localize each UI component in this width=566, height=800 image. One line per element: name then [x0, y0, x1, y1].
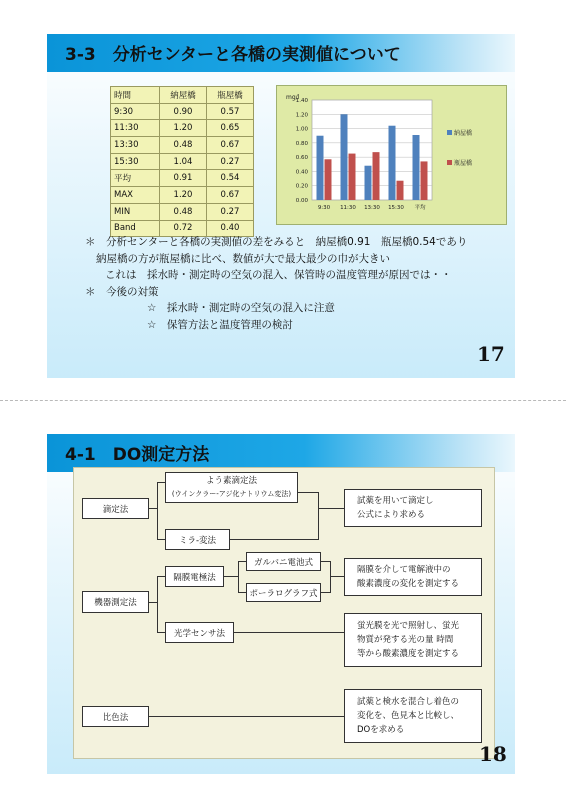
bar-nayabashi — [389, 126, 396, 200]
bar-heiyabashi — [421, 161, 428, 200]
y-tick-label: 0.60 — [295, 155, 308, 162]
color-desc-line-1: 試薬と検水を混合し着色の — [357, 697, 460, 707]
bar-heiyabashi — [373, 152, 380, 200]
colorimetric-desc-box — [344, 689, 482, 743]
bullet-list — [85, 234, 467, 333]
connector — [157, 539, 165, 540]
titration-desc-line-1: 試薬を用いて滴定し — [357, 496, 434, 506]
galvanic-box: ガルバニ電池式 — [246, 552, 321, 571]
page-separator — [0, 400, 566, 401]
slide-17 — [47, 34, 515, 378]
page-number: 18 — [479, 742, 507, 766]
do-method-diagram — [73, 467, 495, 759]
x-tick-label: 11:30 — [340, 205, 356, 211]
bullet-1-line-3: これは 採水時・測定時の空気の混入、保管時の温度管理が原因では・・ — [105, 269, 452, 281]
y-tick-label: 0.40 — [295, 169, 308, 176]
connector — [321, 561, 330, 562]
winkler-label: (ウインクラー-アジ化ナトリウム変法) — [171, 489, 292, 498]
connector — [321, 592, 330, 593]
table-cell: 1.20 — [160, 187, 207, 204]
measurement-table — [110, 86, 254, 237]
y-tick-label: 1.00 — [295, 126, 308, 133]
titration-desc-box — [344, 489, 482, 527]
optical-desc-line-3: 等から酸素濃度を測定する — [357, 649, 460, 659]
bar-nayabashi — [317, 136, 324, 200]
table-cell: 1.20 — [160, 120, 207, 137]
connector — [149, 508, 157, 509]
table-cell: 0.48 — [160, 137, 207, 154]
connector — [238, 592, 246, 593]
table-cell: 0.54 — [207, 170, 254, 187]
page-number: 17 — [477, 342, 505, 366]
table-header-row — [111, 87, 254, 104]
connector — [330, 561, 331, 593]
table-cell: 0.27 — [207, 153, 254, 170]
connector — [157, 576, 165, 577]
slide-title: 4-1 DO測定方法 — [65, 445, 210, 465]
connector — [318, 508, 344, 509]
y-tick-label: 0.00 — [295, 198, 308, 204]
table-cell: 0.90 — [160, 103, 207, 120]
table-row — [111, 103, 254, 120]
bullet-2-line-1: ＊ 今後の対策 — [85, 285, 159, 298]
unit-label: mg/l — [286, 94, 300, 101]
table-row — [111, 120, 254, 137]
table-cell: MAX — [111, 187, 160, 204]
bullet-1-line-1: ＊ 分析センターと各橋の実測値の差をみると 納屋橋0.91 瓶屋橋0.54であり — [85, 236, 468, 248]
table-cell: 1.04 — [160, 153, 207, 170]
connector — [224, 576, 238, 577]
polarographic-box: ポーラログラフ式 — [246, 583, 321, 602]
table-row — [111, 203, 254, 220]
connector — [234, 632, 344, 633]
bar-heiyabashi — [397, 181, 404, 200]
bar-nayabashi — [341, 114, 348, 200]
x-tick-label: 13:30 — [364, 205, 380, 211]
instrument-box: 機器測定法 — [82, 591, 149, 613]
bar-nayabashi — [365, 166, 372, 200]
connector — [330, 576, 344, 577]
connector — [157, 482, 158, 540]
table-row — [111, 170, 254, 187]
membrane-desc-line-2: 酸素濃度の変化を測定する — [357, 579, 460, 589]
table-cell: 11:30 — [111, 120, 160, 137]
connector — [157, 576, 158, 633]
legend-swatch — [447, 130, 452, 135]
membrane-desc-line-1: 隔膜を介して電解液中の — [357, 565, 451, 575]
table-cell: 0.65 — [207, 120, 254, 137]
bar-chart — [277, 86, 506, 224]
legend-label: 納屋橋 — [454, 130, 473, 137]
membrane-desc-box — [344, 558, 482, 596]
table-row — [111, 153, 254, 170]
optical-desc-line-2: 物質が発する光の量 時間 — [357, 635, 454, 645]
x-tick-label: 15:30 — [388, 205, 404, 211]
table-cell: 0.40 — [207, 220, 254, 237]
color-desc-line-2: 変化を、色見本と比較し、 — [357, 711, 460, 721]
table-header-cell: 納屋橋 — [160, 87, 207, 104]
optical-box: 光学センサ法 — [165, 622, 234, 643]
x-tick-label: 9:30 — [317, 205, 331, 211]
connector — [318, 492, 319, 540]
connector — [238, 561, 246, 562]
legend-swatch — [447, 160, 452, 165]
table-row — [111, 137, 254, 154]
miller-box: ミラ-変法 — [165, 529, 230, 550]
table-cell: 15:30 — [111, 153, 160, 170]
color-desc-line-3: DOを求める — [357, 725, 405, 735]
table-header-cell: 時間 — [111, 87, 160, 104]
table-cell: 0.67 — [207, 137, 254, 154]
connector — [149, 602, 157, 603]
colorimetric-box: 比色法 — [82, 706, 149, 727]
y-tick-label: 1.40 — [295, 98, 308, 104]
connector — [157, 482, 165, 483]
table-cell: 0.48 — [160, 203, 207, 220]
legend-label: 瓶屋橋 — [454, 160, 473, 167]
table-cell: 平均 — [111, 170, 160, 187]
connector — [230, 539, 318, 540]
table-cell: 0.27 — [207, 203, 254, 220]
titration-desc-line-2: 公式により求める — [357, 510, 426, 520]
bullet-2-item-1: ☆ 採水時・測定時の空気の混入に注意 — [147, 302, 335, 314]
table-cell: 0.67 — [207, 187, 254, 204]
table-cell: 0.72 — [160, 220, 207, 237]
x-tick-label: 平均 — [414, 205, 426, 211]
table-cell: 0.91 — [160, 170, 207, 187]
iodometric-box — [165, 472, 298, 503]
optical-desc-line-1: 蛍光膜を光で照射し、蛍光 — [357, 621, 460, 631]
slide-18 — [47, 434, 515, 774]
table-header-cell: 瓶屋橋 — [207, 87, 254, 104]
table-cell: 0.57 — [207, 103, 254, 120]
table-cell: 13:30 — [111, 137, 160, 154]
optical-desc-box — [344, 613, 482, 667]
y-tick-label: 1.20 — [295, 112, 308, 119]
membrane-box: 隔膜電極法 — [165, 566, 224, 587]
connector — [298, 492, 318, 493]
table-cell: Band — [111, 220, 160, 237]
connector — [149, 716, 344, 717]
bullet-2-item-2: ☆ 保管方法と温度管理の検討 — [147, 318, 293, 331]
bullet-1-line-2: 納屋橋の方が瓶屋橋に比べ、数値が大で最大最少の巾が大きい — [96, 252, 390, 265]
chart-area — [276, 85, 507, 225]
titration-box: 滴定法 — [82, 498, 149, 519]
table-cell: MIN — [111, 203, 160, 220]
connector — [157, 632, 165, 633]
iodometric-label: よう素滴定法 — [205, 475, 257, 486]
table-row — [111, 187, 254, 204]
bar-heiyabashi — [325, 159, 332, 200]
y-tick-label: 0.20 — [295, 183, 308, 190]
y-tick-label: 0.80 — [295, 140, 308, 147]
connector — [238, 561, 239, 593]
slide-title: 3-3 分析センターと各橋の実測値について — [65, 45, 401, 65]
bar-nayabashi — [413, 135, 420, 200]
table-cell: 9:30 — [111, 103, 160, 120]
bar-heiyabashi — [349, 154, 356, 200]
